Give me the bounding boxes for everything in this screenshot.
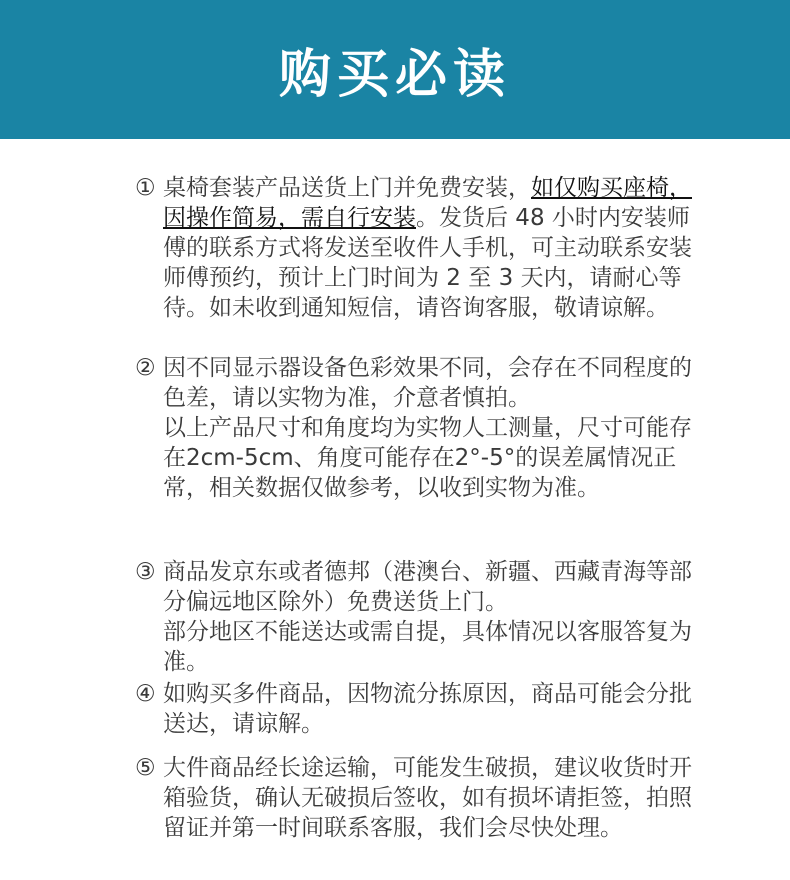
- note-number-2: ②: [135, 355, 156, 381]
- note-text-1-rest: 。发货后 48 小时内安装师傅的联系方式将发送至收件人手机，可主动联系安装师傅预约，预计上门时间为 2 至 3 天内，请耐心等待。如未收到通知短信，请咨询客服，敬请谅解。: [163, 205, 692, 321]
- note-text-3-a: 商品发京东或者德邦（港澳台、新疆、西藏青海等部分偏远地区除外）免费送货上门。: [163, 559, 692, 615]
- note-text-1: [163, 173, 695, 323]
- note-item-2: [135, 353, 695, 503]
- note-text-4: 如购买多件商品，因物流分拣原因，商品可能会分批送达，请谅解。: [163, 681, 692, 737]
- note-item-4: [135, 679, 695, 739]
- note-number-4: ④: [135, 681, 156, 707]
- note-text-2: [163, 353, 695, 503]
- note-number-3: ③: [135, 559, 156, 585]
- note-text-1-underlined: 如仅购买座椅，因操作简易，需自行安装: [163, 175, 692, 231]
- header-banner: [0, 0, 790, 139]
- note-text-2-a: 因不同显示器设备色彩效果不同，会存在不同程度的色差，请以实物为准，介意者慎拍。: [163, 355, 692, 411]
- note-number-5: ⑤: [135, 755, 156, 781]
- note-text-3: [163, 557, 695, 677]
- note-item-3: [135, 557, 695, 677]
- note-item-5: [135, 753, 695, 843]
- note-number-1: ①: [135, 175, 156, 201]
- page-title: 购买必读: [278, 45, 511, 105]
- note-text-3-b: 部分地区不能送达或需自提，具体情况以客服答复为准。: [163, 619, 692, 675]
- note-text-2-b: 以上产品尺寸和角度均为实物人工测量，尺寸可能存在2cm-5cm、角度可能存在2°-5°的误差属情况正常，相关数据仅做参考，以收到实物为准。: [163, 415, 692, 501]
- note-item-1: [135, 173, 695, 323]
- note-text-5: 大件商品经长途运输，可能发生破损，建议收货时开箱验货，确认无破损后签收，如有损坏请拒签，拍照留证并第一时间联系客服，我们会尽快处理。: [163, 755, 692, 841]
- note-text-1-lead: 桌椅套装产品送货上门并免费安装，: [163, 175, 531, 201]
